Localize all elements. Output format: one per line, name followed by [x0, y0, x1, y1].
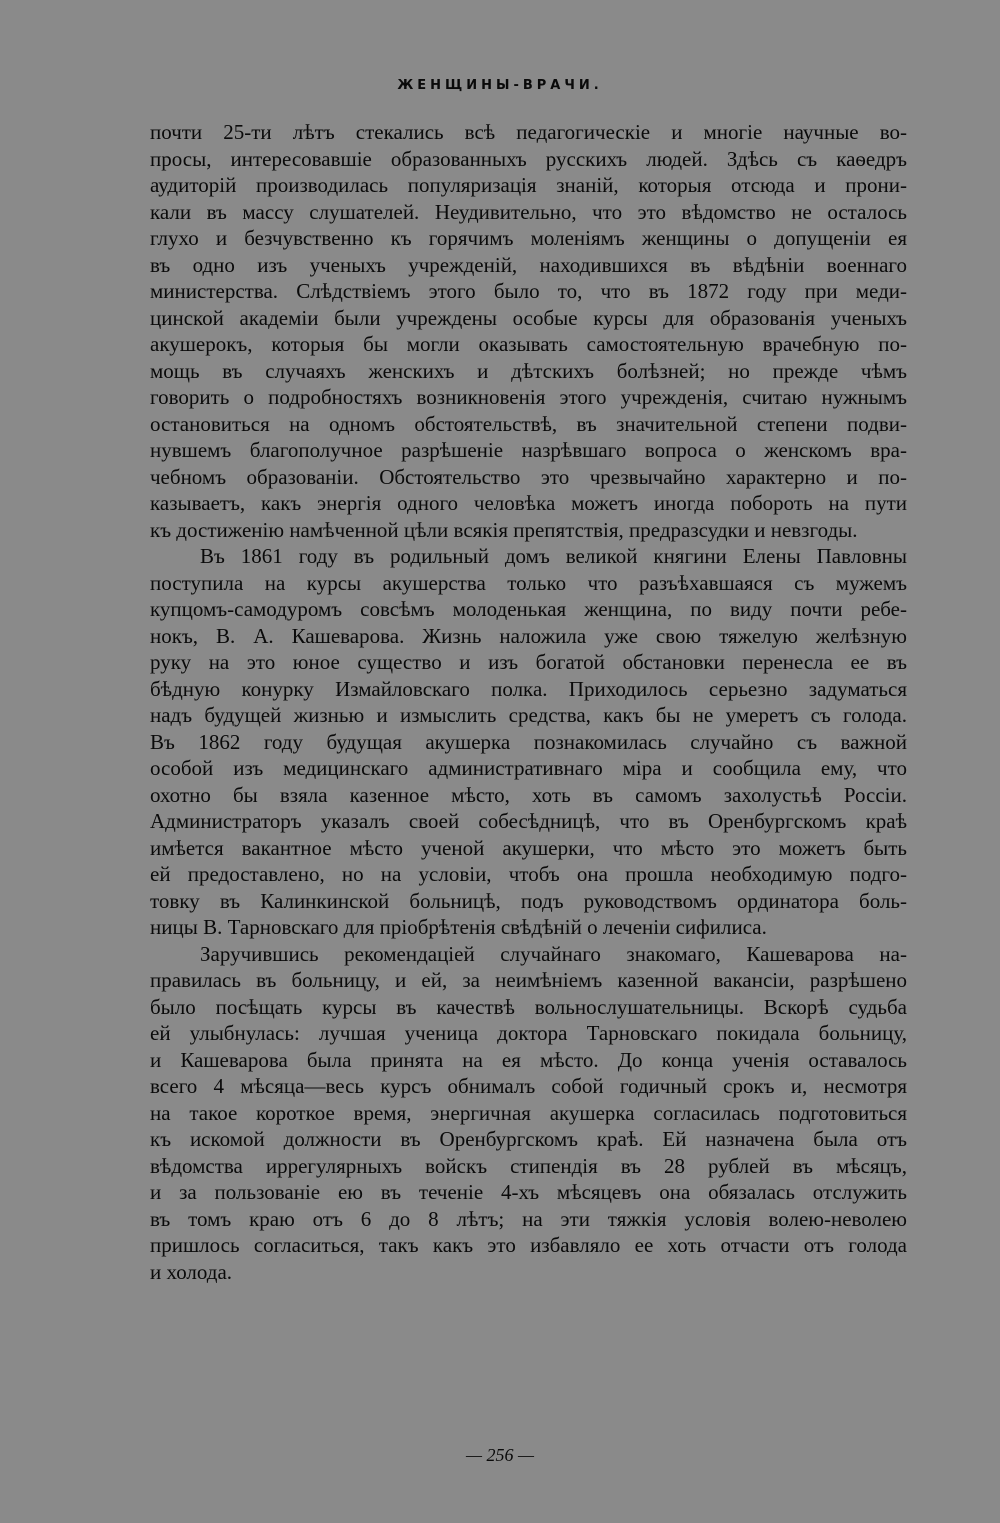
text-line: Администраторъ указалъ своей собесѣдницѣ, что въ Оренбургскомъ краѣ [150, 809, 907, 833]
text-line: и холода. [150, 1259, 233, 1284]
text-line: нувшемъ благополучное разрѣшеніе назрѣвшаго вопроса о женскомъ вра- [150, 438, 907, 462]
text-line: почти 25-ти лѣтъ стекались всѣ педагогическіе и многіе научные во- [150, 120, 907, 144]
text-line: вѣдомства иррегулярныхъ войскъ стипендія въ 28 рублей въ мѣсяцъ, [150, 1153, 907, 1178]
text-line: глухо и безчувственно къ горячимъ моленіямъ женщины о допущеніи ея [150, 226, 907, 250]
text-line: товку въ Калинкинской больницѣ, подъ руководствомъ ординатора боль- [150, 888, 907, 913]
text-line: ей улыбнулась: лучшая ученица доктора Тарновскаго покидала больницу, [150, 1021, 907, 1045]
text-line: купцомъ-самодуромъ совсѣмъ молоденькая женщина, по виду почти ребе- [150, 597, 907, 621]
body-text [150, 119, 907, 1285]
paragraph [150, 543, 907, 941]
text-line: министерства. Слѣдствіемъ этого было то, что въ 1872 году при меди- [150, 279, 907, 303]
text-line: надъ будущей жизнью и измыслить средства, какъ бы не умеретъ съ голода. [150, 703, 907, 727]
page-number: — 256 — [465, 1445, 534, 1465]
text-line: всего 4 мѣсяца—весь курсъ обнималъ собой годичный срокъ и, несмотря [150, 1074, 907, 1098]
text-line: аудиторій производилась популяризація знаній, которыя отсюда и прони- [150, 173, 907, 197]
text-line: къ искомой должности въ Оренбургскомъ краѣ. Ей назначена была отъ [150, 1127, 907, 1151]
text-line: охотно бы взяла казенное мѣсто, хоть въ самомъ захолустьѣ Россіи. [150, 782, 907, 807]
text-line: правилась въ больницу, и ей, за неимѣніемъ казенной вакансіи, разрѣшено [150, 968, 907, 992]
text-line: было посѣщать курсы въ качествѣ вольнослушательницы. Вскорѣ судьба [150, 994, 907, 1019]
text-line: бѣдную конурку Измайловскаго полка. Приходилось серьезно задуматься [150, 676, 907, 701]
text-line: цинской академіи были учреждены особые курсы для образованія ученыхъ [150, 305, 907, 330]
paragraph [150, 941, 907, 1286]
text-line: и за пользованіе ею въ теченіе 4-хъ мѣсяцевъ она обязалась отслужить [150, 1180, 907, 1204]
paragraph [150, 119, 907, 543]
text-line: остановиться на одномъ обстоятельствѣ, въ значительной степени подви- [150, 411, 907, 436]
text-line: руку на это юное существо и изъ богатой обстановки перенесла ее въ [150, 650, 907, 674]
text-line: мощь въ случаяхъ женскихъ и дѣтскихъ болѣзней; но прежде чѣмъ [150, 358, 907, 383]
text-line: пришлось согласиться, такъ какъ это избавляло ее хоть отчасти отъ голода [150, 1233, 907, 1257]
text-line: въ томъ краю отъ 6 до 8 лѣтъ; на эти тяжкія условія волею-неволею [150, 1206, 907, 1231]
text-line: имѣется вакантное мѣсто ученой акушерки, что мѣсто это можетъ быть [150, 835, 907, 860]
text-line: кали въ массу слушателей. Неудивительно, что это вѣдомство не осталось [150, 199, 907, 224]
text-line: просы, интересовавшіе образованныхъ русскихъ людей. Здѣсь съ каѳедръ [150, 146, 907, 171]
text-line: чебномъ образованіи. Обстоятельство это чрезвычайно характерно и по- [150, 464, 907, 489]
text-line: ницы В. Тарновскаго для пріобрѣтенія свѣдѣній о леченіи сифилиса. [150, 915, 767, 939]
text-line: поступила на курсы акушерства только что разъѣхавшаяся съ мужемъ [150, 570, 907, 595]
text-line: Въ 1862 году будущая акушерка познакомилась случайно съ важной [150, 729, 907, 754]
text-line: къ достиженію намѣченной цѣли всякія препятствія, предразсудки и невзгоды. [150, 517, 858, 542]
text-line: говорить о подробностяхъ возникновенія этого учрежденія, считаю нужнымъ [150, 385, 907, 409]
text-line: ей предоставлено, но на условіи, чтобъ она прошла необходимую подго- [150, 862, 907, 886]
text-line: въ одно изъ ученыхъ учрежденій, находившихся въ вѣдѣніи военнаго [150, 252, 907, 277]
text-line: особой изъ медицинскаго административнаго міра и сообщила ему, что [150, 756, 907, 780]
text-line: казываетъ, какъ энергія одного человѣка можетъ иногда побороть на пути [150, 491, 907, 515]
running-head: ЖЕНЩИНЫ-ВРАЧИ. [397, 78, 603, 93]
text-line: Въ 1861 году въ родильный домъ великой княгини Елены Павловны [200, 544, 907, 568]
text-line: на такое короткое время, энергичная акушерка согласилась подготовиться [150, 1100, 907, 1125]
text-line: Заручившись рекомендаціей случайнаго знакомаго, Кашеварова на- [200, 941, 907, 966]
text-line: нокъ, В. А. Кашеварова. Жизнь наложила уже свою тяжелую желѣзную [150, 623, 907, 648]
text-line: акушерокъ, которыя бы могли оказывать самостоятельную врачебную по- [150, 332, 907, 356]
text-line: и Кашеварова была принята на ея мѣсто. До конца ученія оставалось [150, 1047, 907, 1072]
